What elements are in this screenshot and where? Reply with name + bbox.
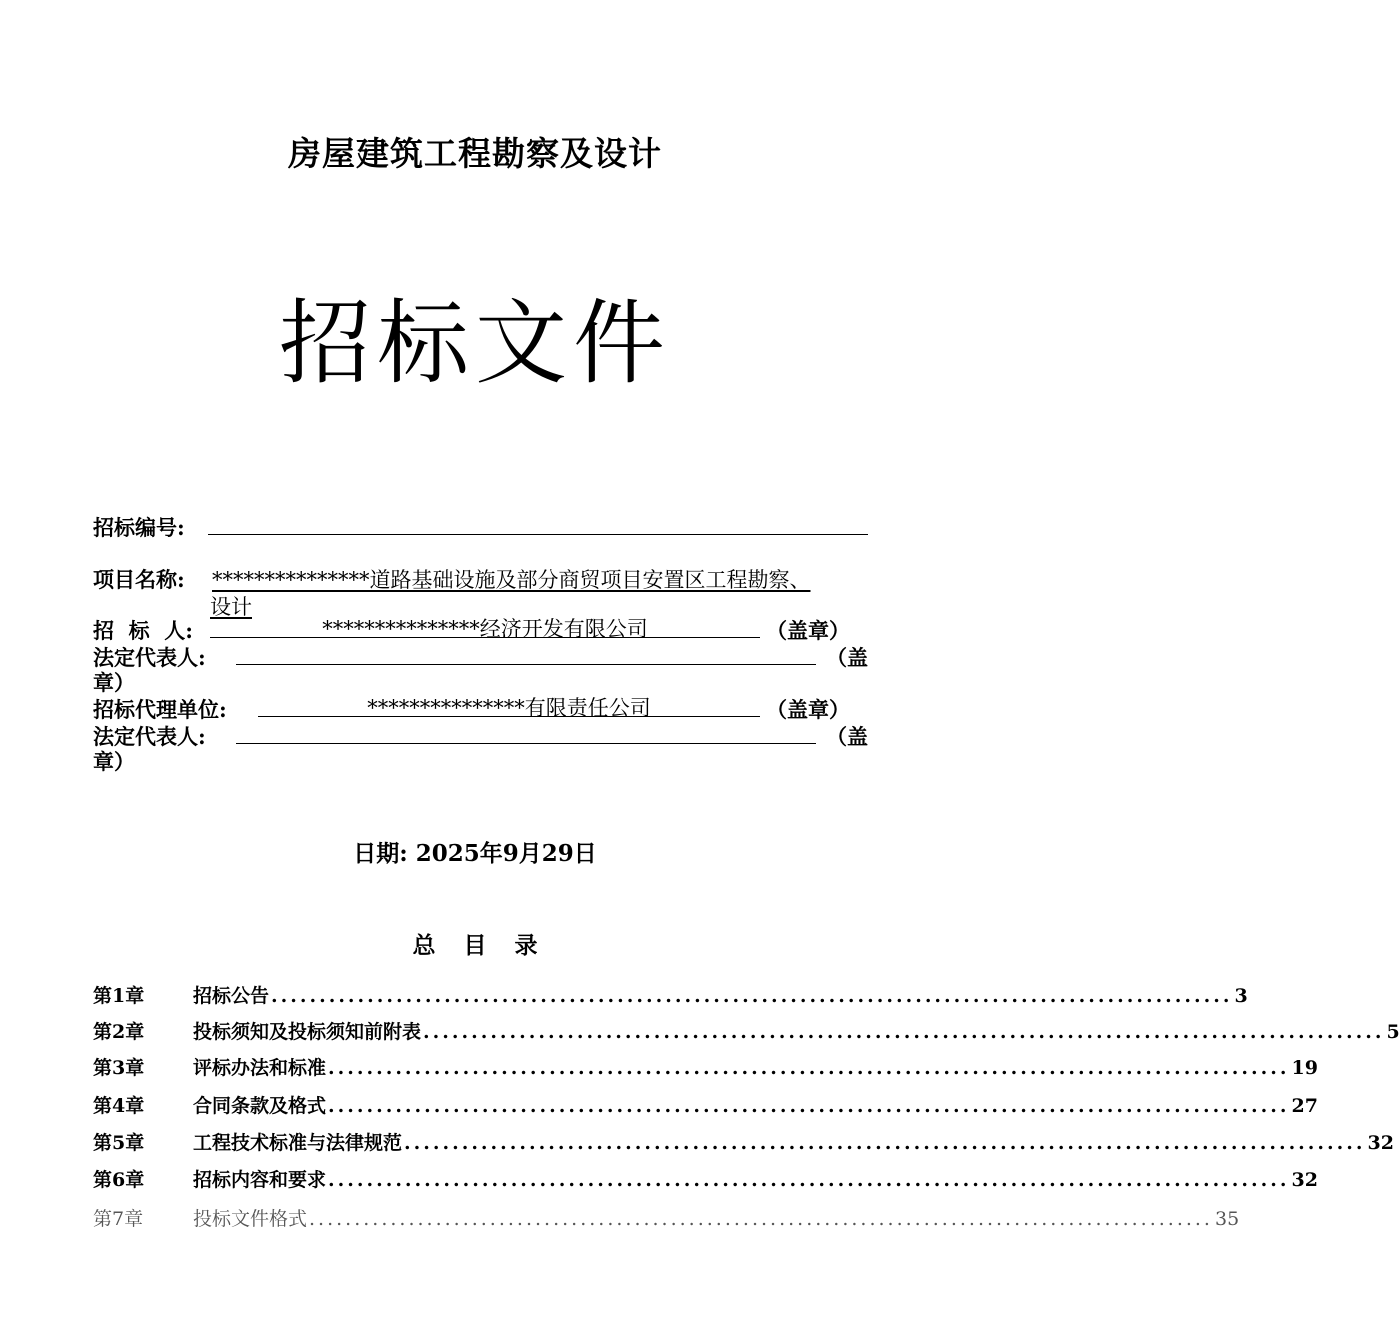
toc-name: 合同条款及格式 <box>193 1095 327 1117</box>
toc-page: 5 <box>1386 1021 1400 1043</box>
legal-rep-seal-close: 章） <box>93 670 135 695</box>
legal-rep2-seal-close: 章） <box>93 749 135 774</box>
toc-page: 32 <box>1367 1132 1394 1154</box>
toc-item[interactable] <box>93 1053 1318 1079</box>
toc-chapter: 第6章 <box>93 1169 145 1191</box>
tenderer-seal: （盖章） <box>766 618 850 643</box>
bid-number-row <box>93 512 185 542</box>
project-name-label: 项目名称: <box>93 567 185 592</box>
bid-number-label: 招标编号: <box>93 515 185 540</box>
toc-name: 工程技术标准与法律规范 <box>193 1132 403 1154</box>
toc-leader: .................................................................................................... <box>423 1021 1385 1043</box>
toc-chapter: 第5章 <box>93 1132 145 1154</box>
toc-page: 27 <box>1291 1095 1318 1117</box>
toc-page: 32 <box>1291 1169 1318 1191</box>
agency-row <box>93 694 227 724</box>
tenderer-field <box>210 613 760 641</box>
toc-page: 3 <box>1234 985 1248 1007</box>
toc-name: 招标公告 <box>193 985 270 1007</box>
toc-leader: .................................................................................................... <box>328 1057 1290 1079</box>
toc-leader: .................................................................................................... <box>271 985 1233 1007</box>
toc-chapter: 第7章 <box>93 1208 144 1230</box>
toc-name: 评标办法和标准 <box>193 1057 327 1079</box>
document-title: 招标文件 <box>278 290 671 397</box>
toc-page: 19 <box>1291 1057 1318 1079</box>
legal-rep-seal-open: （盖 <box>826 645 868 670</box>
agency-label: 招标代理单位: <box>93 697 227 722</box>
toc-chapter: 第1章 <box>93 985 145 1007</box>
legal-rep2-seal-open: （盖 <box>826 724 868 749</box>
toc-item[interactable] <box>93 1091 1318 1117</box>
toc-chapter: 第2章 <box>93 1021 145 1043</box>
toc-leader: .................................................................................................... <box>328 1095 1290 1117</box>
toc-name: 招标内容和要求 <box>193 1169 327 1191</box>
toc-chapter: 第3章 <box>93 1057 145 1079</box>
legal-rep2-label: 法定代表人: <box>93 724 206 749</box>
toc-leader: .................................................................................................... <box>328 1169 1290 1191</box>
project-name-value-line2: 设计 <box>210 595 252 619</box>
agency-field <box>258 692 760 720</box>
toc-leader: .................................................................................................... <box>309 1208 1213 1230</box>
toc-item[interactable] <box>93 1128 1394 1154</box>
tenderer-value: ***************经济开发有限公司 <box>322 617 648 641</box>
toc-item[interactable] <box>93 1017 1400 1043</box>
toc-title: 总目录 <box>412 932 566 959</box>
toc-chapter: 第4章 <box>93 1095 145 1117</box>
toc-name: 投标须知及投标须知前附表 <box>193 1021 422 1043</box>
toc-leader: .................................................................................................... <box>404 1132 1366 1154</box>
toc-item[interactable] <box>93 1204 1240 1230</box>
agency-value: ***************有限责任公司 <box>367 696 651 720</box>
tenderer-row <box>93 615 193 645</box>
agency-seal: （盖章） <box>766 697 850 722</box>
document-subtitle: 房屋建筑工程勘察及设计 <box>288 134 662 173</box>
project-name-value-line1: ***************道路基础设施及部分商贸项目安置区工程勘察、 <box>212 568 811 592</box>
toc-page: 35 <box>1214 1208 1240 1230</box>
legal-rep-label: 法定代表人: <box>93 645 206 670</box>
toc-item[interactable] <box>93 1165 1318 1191</box>
toc-name: 投标文件格式 <box>193 1208 308 1230</box>
tenderer-label: 招 标 人: <box>93 618 193 643</box>
legal-rep-field <box>236 640 816 665</box>
bid-number-field <box>208 510 868 535</box>
document-date: 日期: 2025年9月29日 <box>353 840 597 867</box>
project-name-row <box>93 564 185 594</box>
toc-item[interactable] <box>93 981 1248 1007</box>
legal-rep2-field <box>236 719 816 744</box>
